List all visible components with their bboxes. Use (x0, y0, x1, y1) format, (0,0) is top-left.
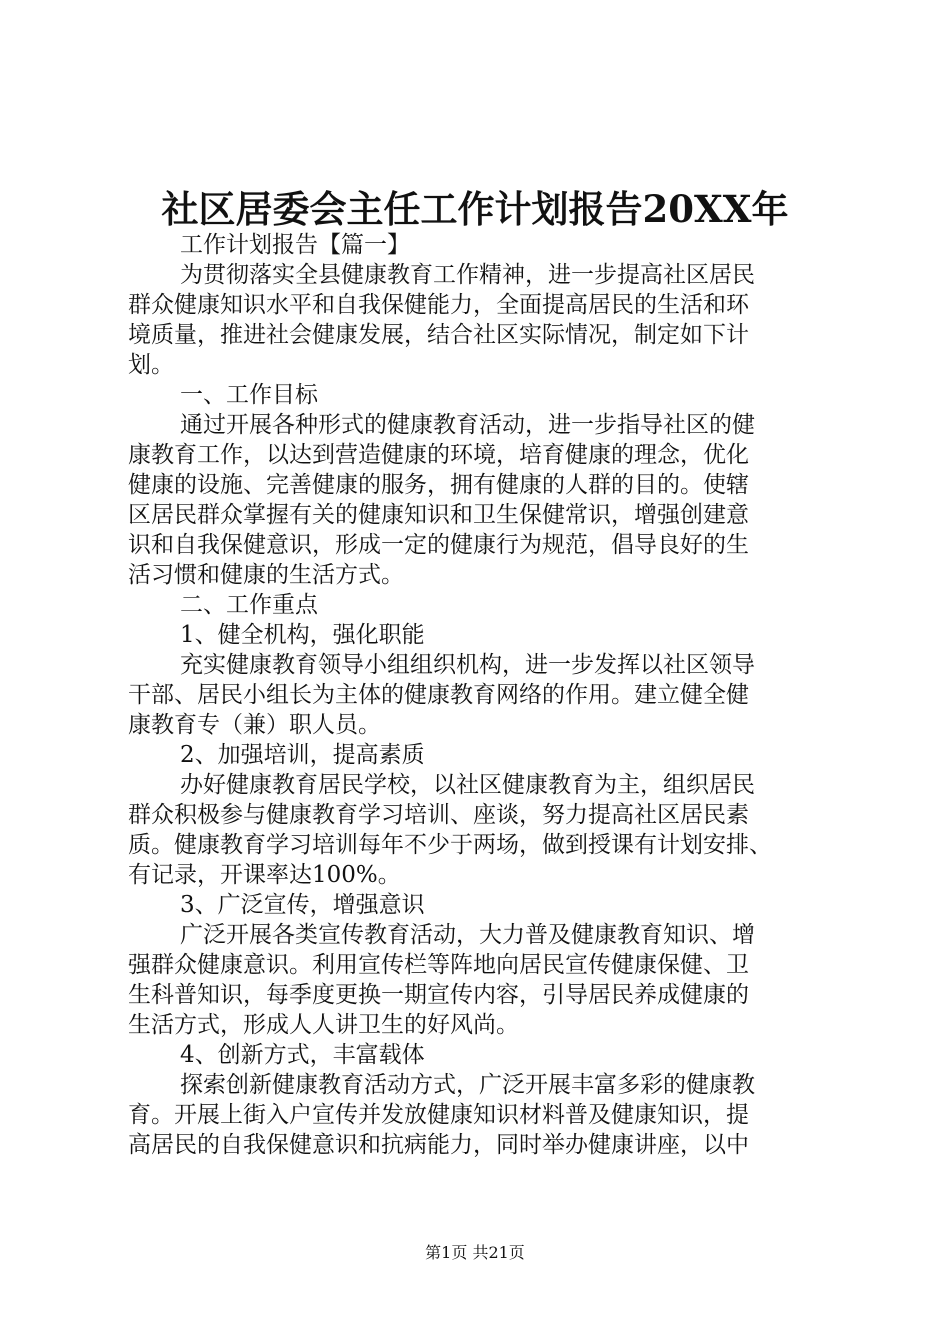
text-line: 二、工作重点 (180, 592, 318, 618)
text-line: 质。健康教育学习培训每年不少于两场，做到授课有计划安排、 (128, 832, 772, 858)
text-line: 生科普知识，每季度更换一期宣传内容，引导居民养成健康的 (128, 982, 749, 1008)
text-line: 群众积极参与健康教育学习培训、座谈，努力提高社区居民素 (128, 802, 749, 828)
text-line: 康教育工作，以达到营造健康的环境，培育健康的理念，优化 (128, 442, 749, 468)
text-line: 高居民的自我保健意识和抗病能力，同时举办健康讲座，以中 (128, 1132, 749, 1158)
text-line: 通过开展各种形式的健康教育活动，进一步指导社区的健 (180, 412, 755, 438)
text-line: 识和自我保健意识，形成一定的健康行为规范，倡导良好的生 (128, 532, 749, 558)
text-line: 为贯彻落实全县健康教育工作精神，进一步提高社区居民 (180, 262, 755, 288)
text-line: 生活方式，形成人人讲卫生的好风尚。 (128, 1012, 519, 1038)
text-line: 强群众健康意识。利用宣传栏等阵地向居民宣传健康保健、卫 (128, 952, 749, 978)
text-line: 3、广泛宣传，增强意识 (180, 892, 425, 918)
text-line: 活习惯和健康的生活方式。 (128, 562, 404, 588)
page-footer: 第1页 共21页 (425, 1243, 525, 1262)
text-line: 广泛开展各类宣传教育活动，大力普及健康教育知识、增 (180, 922, 755, 948)
text-line: 充实健康教育领导小组组织机构，进一步发挥以社区领导 (180, 652, 755, 678)
text-line: 办好健康教育居民学校，以社区健康教育为主，组织居民 (180, 772, 755, 798)
text-line: 探索创新健康教育活动方式，广泛开展丰富多彩的健康教 (180, 1072, 755, 1098)
text-line: 1、健全机构，强化职能 (180, 622, 425, 648)
text-line: 一、工作目标 (180, 382, 318, 408)
text-line: 区居民群众掌握有关的健康知识和卫生保健常识，增强创建意 (128, 502, 749, 528)
text-line: 有记录，开课率达100%。 (128, 862, 401, 888)
text-line: 群众健康知识水平和自我保健能力，全面提高居民的生活和环 (128, 292, 749, 318)
text-line: 境质量，推进社会健康发展，结合社区实际情况，制定如下计 (128, 322, 749, 348)
text-line: 干部、居民小组长为主体的健康教育网络的作用。建立健全健 (128, 682, 749, 708)
text-line: 育。开展上街入户宣传并发放健康知识材料普及健康知识，提 (128, 1102, 749, 1128)
document-title: 社区居委会主任工作计划报告20XX年 (161, 187, 789, 231)
text-line: 划。 (128, 352, 174, 378)
text-line: 4、创新方式，丰富载体 (180, 1042, 425, 1068)
text-line: 健康的设施、完善健康的服务，拥有健康的人群的目的。使辖 (128, 472, 749, 498)
document-body (128, 230, 833, 1160)
text-line: 2、加强培训，提高素质 (180, 742, 425, 768)
text-line: 工作计划报告【篇一】 (180, 232, 410, 258)
text-line: 康教育专（兼）职人员。 (128, 712, 381, 738)
